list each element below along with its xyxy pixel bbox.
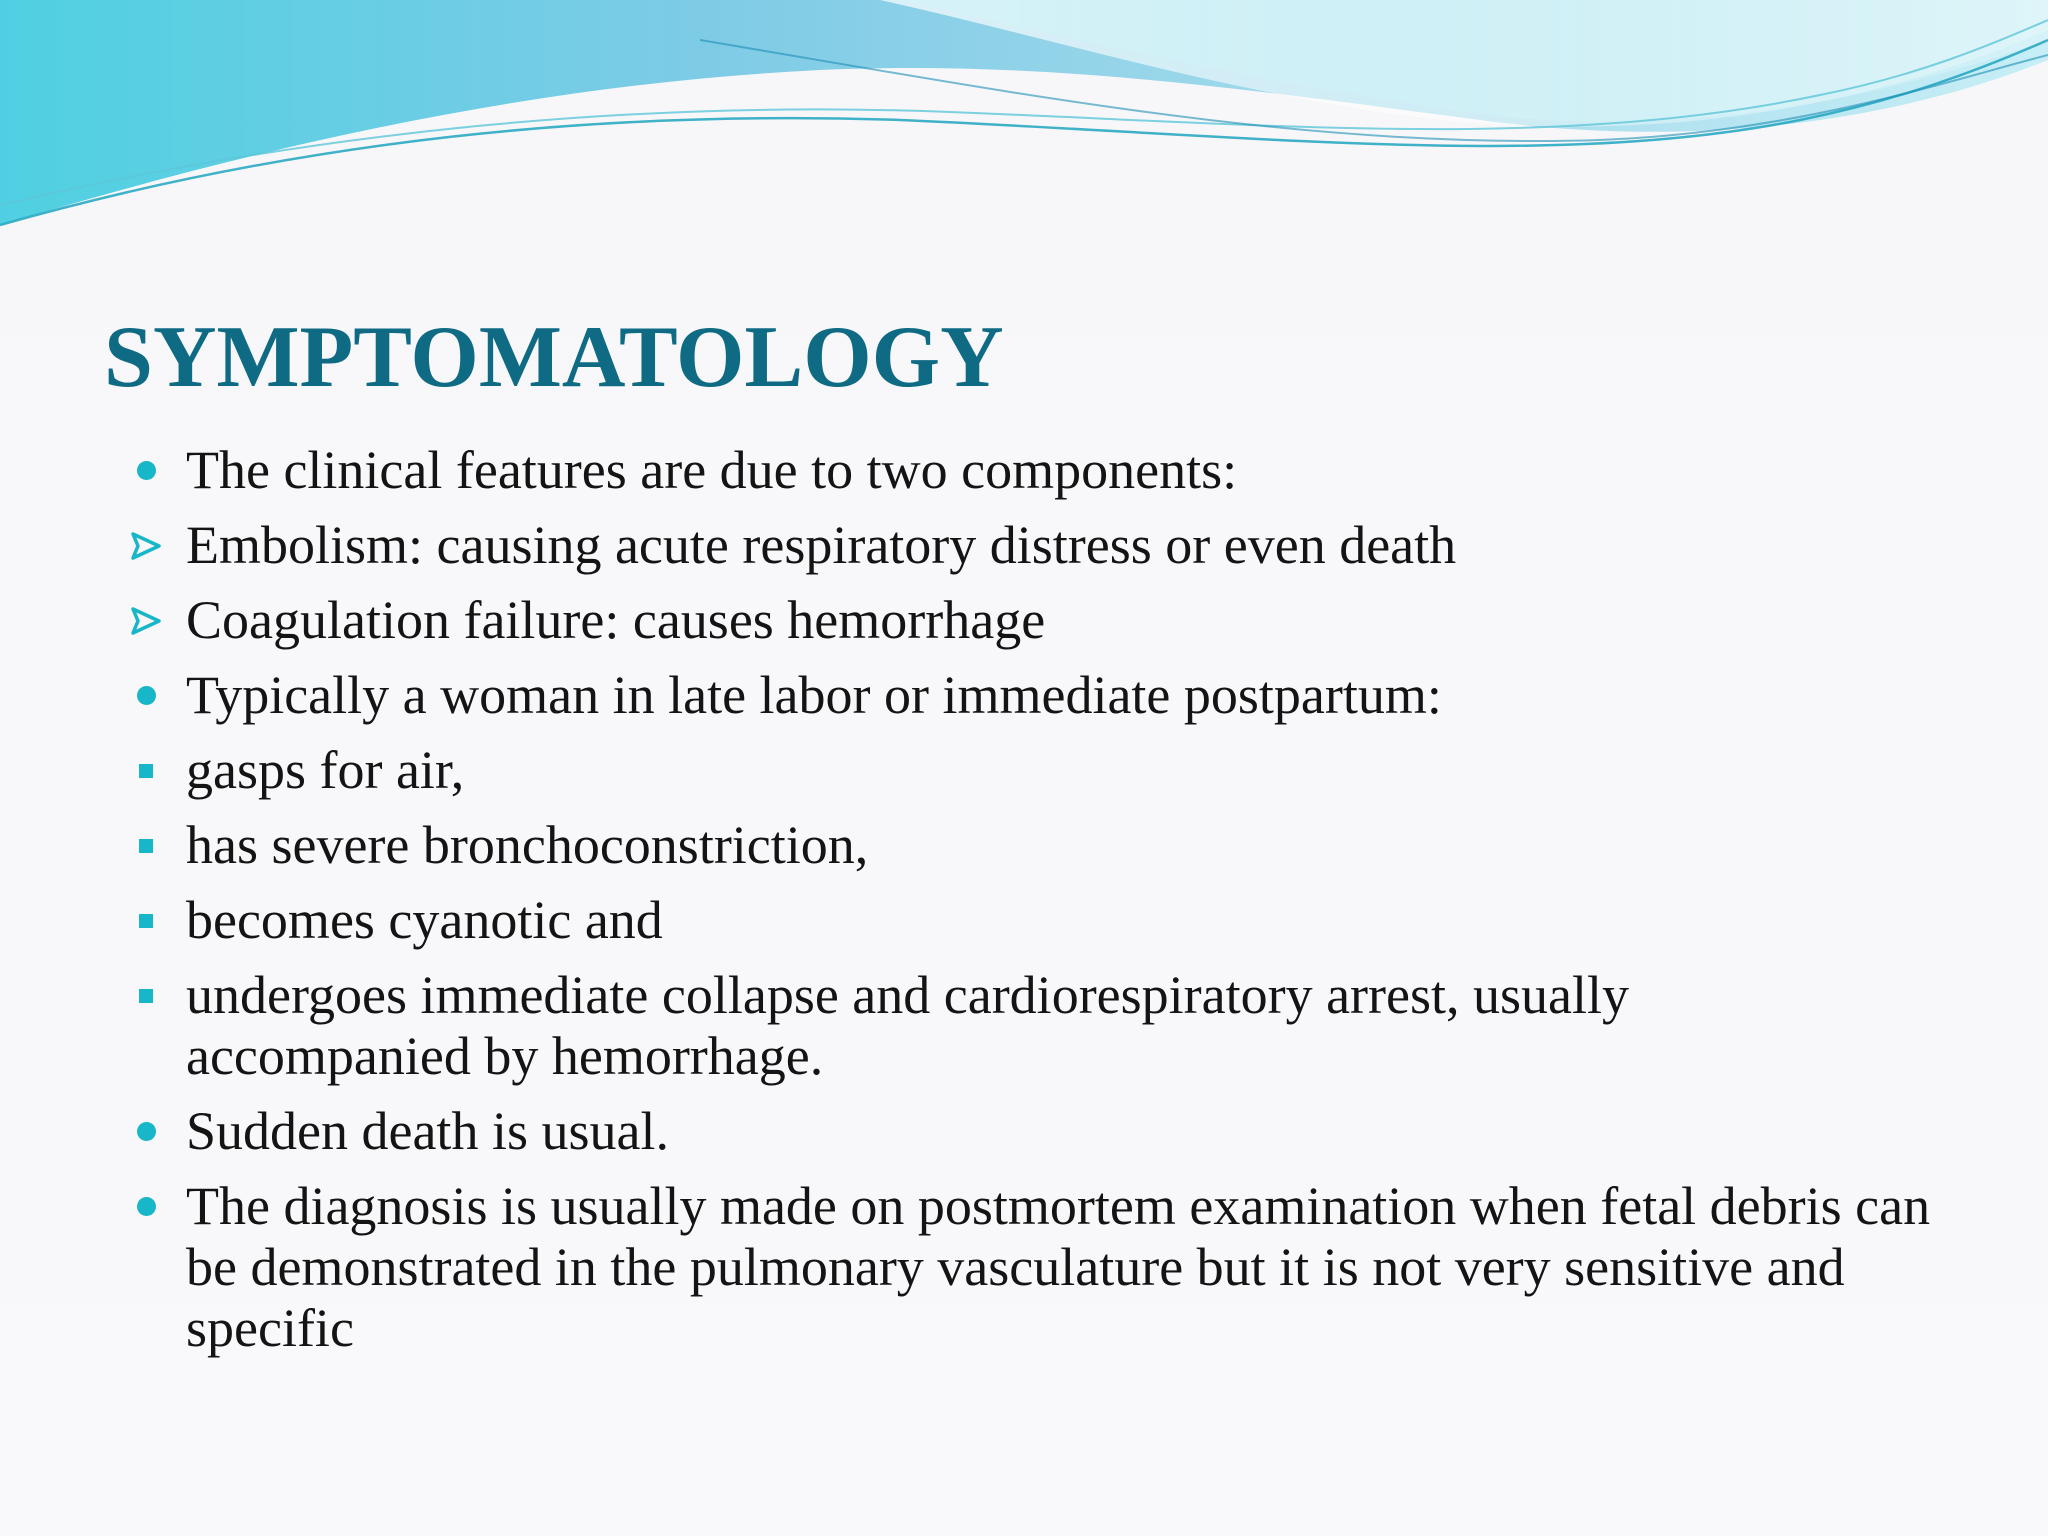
arrow-bullet-icon: [126, 590, 166, 651]
list-item-text: Embolism: causing acute respiratory distress or even death: [186, 515, 1457, 575]
list-item: [0, 740, 2048, 801]
list-item: [0, 515, 2048, 576]
list-item: [0, 965, 2048, 1087]
list-item-text: Typically a woman in late labor or immediate postpartum:: [186, 665, 1442, 725]
list-item-text: The clinical features are due to two components:: [186, 440, 1238, 500]
dot-bullet-icon: [126, 665, 166, 726]
square-bullet-icon: [126, 815, 166, 876]
list-item-text: becomes cyanotic and: [186, 890, 663, 950]
decorative-wave-header: [0, 0, 2048, 240]
dot-bullet-icon: [126, 440, 166, 501]
dot-bullet-icon: [126, 1176, 166, 1237]
slide-title: SYMPTOMATOLOGY: [104, 309, 1004, 406]
list-item-text: Sudden death is usual.: [186, 1101, 669, 1161]
list-item: [0, 890, 2048, 951]
list-item: [0, 1176, 2048, 1359]
square-bullet-icon: [126, 890, 166, 951]
arrow-bullet-icon: [126, 515, 166, 576]
list-item-text: Coagulation failure: causes hemorrhage: [186, 590, 1046, 650]
list-item: [0, 815, 2048, 876]
list-item-text: The diagnosis is usually made on postmortem examination when fetal debris can be demonstrated in the pulmonary vasculature but it is not very sensitive and specific: [186, 1176, 1931, 1358]
list-item-text: gasps for air,: [186, 740, 465, 800]
square-bullet-icon: [126, 740, 166, 801]
bullet-list: [0, 440, 2048, 1373]
list-item: [0, 665, 2048, 726]
list-item-text: undergoes immediate collapse and cardiorespiratory arrest, usually accompanied by hemorrhage.: [186, 965, 1629, 1086]
list-item-text: has severe bronchoconstriction,: [186, 815, 869, 875]
list-item: [0, 440, 2048, 501]
list-item: [0, 590, 2048, 651]
square-bullet-icon: [126, 965, 166, 1026]
dot-bullet-icon: [126, 1101, 166, 1162]
list-item: [0, 1101, 2048, 1162]
